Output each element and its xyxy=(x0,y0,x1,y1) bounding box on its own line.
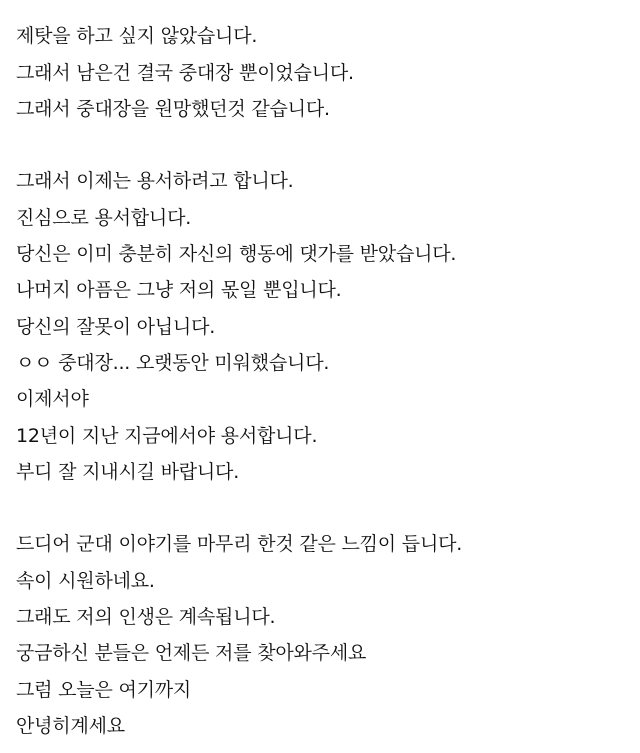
text-line: 나머지 아픔은 그냥 저의 몫일 뿐입니다. xyxy=(16,279,342,302)
text-line: 드디어 군대 이야기를 마무리 한것 같은 느낌이 듭니다. xyxy=(16,533,463,556)
text-line: 진심으로 용서합니다. xyxy=(16,206,192,229)
text-line: 당신은 이미 충분히 자신의 행동에 댓가를 받았습니다. xyxy=(16,243,457,266)
text-line: 부디 잘 지내시길 바랍니다. xyxy=(16,460,240,483)
text-line: 그래도 저의 인생은 계속됩니다. xyxy=(16,606,276,629)
paragraph-gap xyxy=(16,490,632,526)
text-line: 당신의 잘못이 아닙니다. xyxy=(16,315,216,338)
text-line: 12년이 지난 지금에서야 용서합니다. xyxy=(16,424,318,447)
text-line-cut-off xyxy=(16,0,632,18)
text-line: 안녕히계세요 xyxy=(16,714,125,737)
text-line: 이제서야 xyxy=(16,388,89,411)
text-line: 그래서 이제는 용서하려고 합니다. xyxy=(16,170,294,193)
document-body xyxy=(16,0,632,744)
text-line: 그래서 중대장을 원망했던것 같습니다. xyxy=(16,97,330,120)
text-line: 그래서 남은건 결국 중대장 뿐이었습니다. xyxy=(16,61,354,84)
text-line: 속이 시원하네요. xyxy=(16,569,155,592)
paragraph-gap xyxy=(16,127,632,163)
text-line: 궁금하신 분들은 언제든 저를 찾아와주세요 xyxy=(16,642,367,665)
text-line: 그럼 오늘은 여기까지 xyxy=(16,678,192,701)
text-line: ㅇㅇ 중대장... 오랫동안 미워했습니다. xyxy=(16,351,330,374)
text-line: 제탓을 하고 싶지 않았습니다. xyxy=(16,25,258,48)
